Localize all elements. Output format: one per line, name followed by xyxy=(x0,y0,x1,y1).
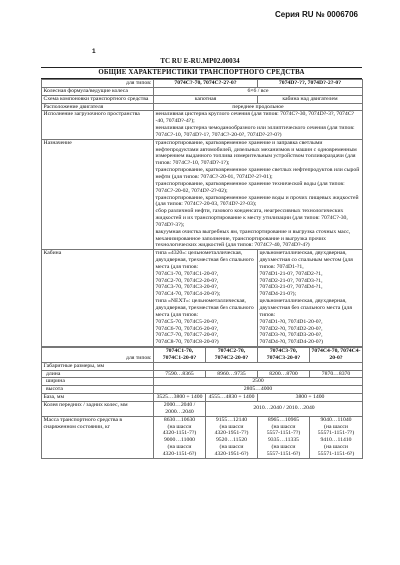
layout-scheme-a: капотная xyxy=(154,95,258,103)
height-row xyxy=(42,386,363,394)
wheelbase-34: 3800 + 1400 xyxy=(258,394,363,402)
cab-label: Кабина xyxy=(42,250,154,347)
width-value: 2500 xyxy=(154,378,363,386)
page-number: 1 xyxy=(92,48,96,55)
layout-scheme-label: Схема компоновки транспортного средства xyxy=(42,95,154,103)
purpose-value: транспортирование, кратковременное хранение и заправка светлыми нефтепродуктами автомобилей, дизельных механизмов и машин с одновременным измерением выданного топлива измерительным устройством топливораздачи (для типов: 7074C?-10, 7074D?-1?); транспортирование, кратковременное хранение светлых нефтепродуктов или сырой нефти (для типов: 7074C?-20-01, 7074D?-2?-01); транспортирование, кратковременное хранение технической воды (для типов: 7074C?-20-02, 7074D?-2?-02); транспортирование, кратковременное хранение воды и прочих пищевых жидкостей (для типов: 7074C?-20-03, 7074D?-2?-03); сбор различной нефти, газового конденсата, неагрессивных технологических жидкостей и их транспортирование к месту утилизации (для типов: 7074C?-30, 7074D?-3?); вакуумная очистка выгребных ям, транспортирование и выгрузка сточных масс, механизированное заполнение, транспортирование и выгрузка прочих технологических жидкостей (для типов: 7074C?-40, 7074D?-4?) xyxy=(154,139,363,250)
mass-row xyxy=(42,416,363,458)
wheelbase-label: База, мм xyxy=(42,394,154,402)
wheel-formula-label: Колесная формула/ведущие колеса xyxy=(42,87,154,95)
types-header-row xyxy=(42,80,363,88)
height-value: 2805…4000 xyxy=(154,386,363,394)
wheelbase-2: 4555…4830 + 1400 xyxy=(206,394,258,402)
types-col-a: 7074C?-70, 7074C?-2?-0? xyxy=(154,80,258,88)
width-row xyxy=(42,378,363,386)
length-label: длина xyxy=(42,370,154,378)
general-table xyxy=(41,79,363,347)
engine-position-label: Расположение двигателя xyxy=(42,103,154,111)
type-col-3: 7074C3-70, 7074C3-20-0? xyxy=(258,348,310,363)
cab-row xyxy=(42,250,363,347)
length-4: 7870…8370 xyxy=(310,370,363,378)
cab-value-a: типа «4320»: цельнометаллическая, двухдверная, трехместная без спального места (для типов: 7074C1-70, 7074C1-20-0?, 7074C2-70, 7074C2-20-0?, 7074C3-70, 7074C3-20-0?, 7074C4-70, 7074C4-20-0?); типа «NEXT»: цельнометаллическая, двухдверная, трехместная без спального места (для типов: 7074C5-70, 7074C5-20-0?, 7074C6-70, 7074C6-20-0?, 7074C7-70, 7074C7-20-0?, 7074C8-70, 7074C8-20-0?) xyxy=(154,250,258,347)
mass-label: Масса транспортного средства в снаряженном состоянии, кг xyxy=(42,416,154,458)
section-title: ОБЩИЕ ХАРАКТЕРИСТИКИ ТРАНСПОРТНОГО СРЕДСТВА xyxy=(41,68,362,79)
characteristics-sheet xyxy=(41,67,362,459)
length-2: 8960…9735 xyxy=(206,370,258,378)
type-col-2: 7074C2-70, 7074C2-20-0? xyxy=(206,348,258,363)
engine-position-row xyxy=(42,103,363,111)
purpose-row xyxy=(42,139,363,250)
wheel-formula-value: 6×6 / все xyxy=(154,87,363,95)
purpose-label: Назначение xyxy=(42,139,154,250)
cargo-space-row xyxy=(42,111,363,139)
types-header-label: для типов: xyxy=(42,80,154,88)
track-1: 2000…2040 / 2000…2040 xyxy=(154,401,206,416)
dimensions-table xyxy=(41,347,363,459)
type-col-4: 7074C4-70, 7074C4-20-0? xyxy=(310,348,363,363)
track-label: Колея передних / задних колес, мм xyxy=(42,401,154,416)
cab-value-b: цельнометаллическая, двухдверная, двухместная со спальным местом (для типов: 7074D1-?1, 7074D1-21-0?, 7074D2-?1, 7074D2-21-0?, 7074D3-?1, 7074D3-21-0?, 7074D4-?1, 7074D4-21-0?); цельнометаллическая, двухдверная, двухместная без спального места (для типов: 7074D1-?0, 7074D1-20-0?, 7074D2-?0, 7074D2-20-0?, 7074D3-?0, 7074D3-20-0?, 7074D4-?0, 7074D4-20-0?) xyxy=(258,250,363,347)
track-row xyxy=(42,401,363,416)
length-3: 8200…8700 xyxy=(258,370,310,378)
wheelbase-1: 3525…3800 + 1400 xyxy=(154,394,206,402)
type-col-1: 7074C1-70, 7074C1-20-0? xyxy=(154,348,206,363)
length-row xyxy=(42,370,363,378)
types-row-2 xyxy=(42,348,363,363)
layout-scheme-b: кабина над двигателем xyxy=(258,95,363,103)
length-1: 7590…8365 xyxy=(154,370,206,378)
dimensions-row xyxy=(42,362,363,370)
dimensions-spacer xyxy=(154,362,363,370)
dimensions-label: Габаритные размеры, мм xyxy=(42,362,154,370)
layout-scheme-row xyxy=(42,95,363,103)
height-label: высота xyxy=(42,386,154,394)
mass-3: 8965…10965 (на шасси 5557-1151-7?) 9335…11335 (на шасси 5557-1151-6?) xyxy=(258,416,310,458)
cargo-space-label: Исполнение загрузочного пространства xyxy=(42,111,154,139)
width-label: ширина xyxy=(42,378,154,386)
types-row2-label: для типов: xyxy=(42,348,154,363)
mass-2: 9155…12140 (на шасси 4320-1951-7?) 9520…11520 (на шасси 4320-1951-6?) xyxy=(206,416,258,458)
document-id: TC RU E-RU.MP02.00034 xyxy=(160,57,240,65)
mass-1: 8630…10630 (на шасси 4320-1151-7?) 9000…11000 (на шасси 4320-1151-6?) xyxy=(154,416,206,458)
mass-4: 9040…11040 (на шасси 55571-1151-7?) 9410…11410 (на шасси 55571-1151-6?) xyxy=(310,416,363,458)
series-number: Серия RU № 0006706 xyxy=(275,10,358,19)
track-2: 2010…2040 / 2010…2040 xyxy=(206,401,363,416)
cargo-space-value: неналивная цистерна круглого сечения (для типов: 7074C?-30, 7074D?-3?, 7074C?-40, 7074D?-4?); неналивная цистерна чемоданообразного или эллиптического сечения (для типов: 7074C?-10, 7074D?-1?, 7074C?-20-0?, 7074D?-2?-0?) xyxy=(154,111,363,139)
engine-position-value: переднее продольное xyxy=(154,103,363,111)
types-col-b: 7074D?-??, 7074D?-2?-0? xyxy=(258,80,363,88)
wheelbase-row xyxy=(42,394,363,402)
wheel-formula-row xyxy=(42,87,363,95)
